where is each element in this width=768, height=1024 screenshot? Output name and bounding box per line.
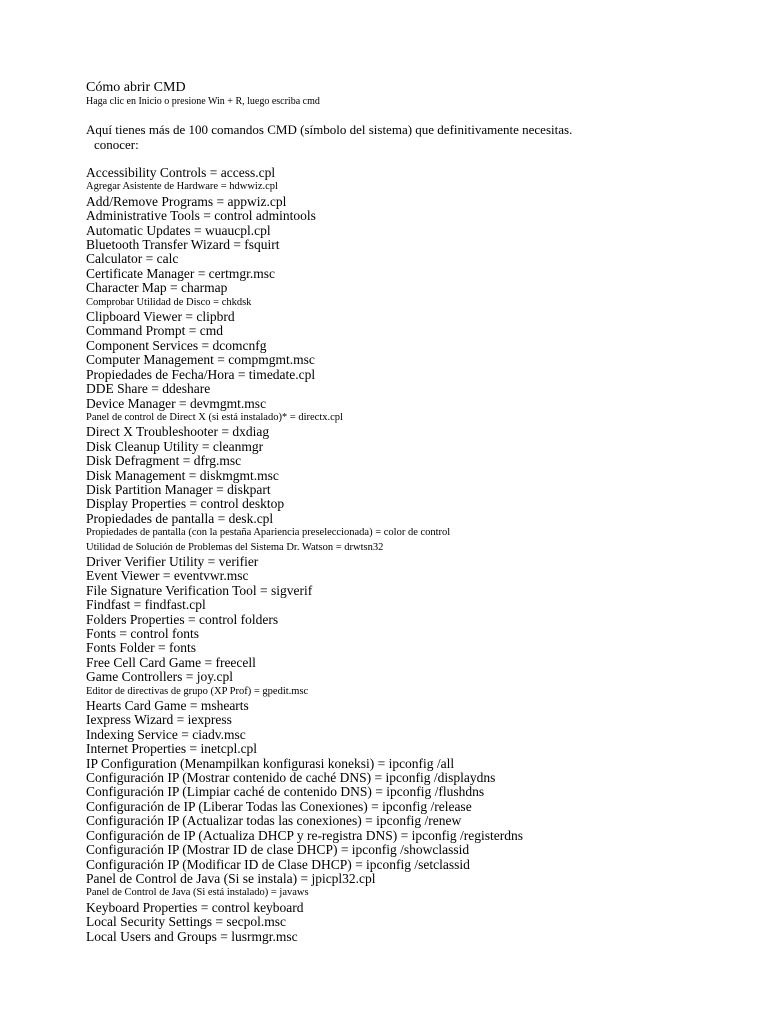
intro-line-2: conocer:	[94, 137, 139, 152]
command-list-item: IP Configuration (Menampilkan konfigurasi koneksi) = ipconfig /all	[86, 755, 455, 771]
command-list-item: Automatic Updates = wuaucpl.cpl	[86, 222, 271, 238]
page-title: Cómo abrir CMD	[86, 80, 186, 95]
command-list-item: Local Security Settings = secpol.msc	[86, 914, 286, 930]
command-list-item: Device Manager = devmgmt.msc	[86, 395, 267, 411]
command-list-item: Free Cell Card Game = freecell	[86, 654, 256, 670]
command-list-item: Panel de control de Direct X (si está instalado)* = directx.cpl	[86, 411, 343, 423]
command-list-item: Hearts Card Game = mshearts	[86, 698, 249, 714]
command-list-item: Panel de Control de Java (Si se instala) = jpicpl32.cpl	[86, 870, 376, 886]
command-list-item: Propiedades de pantalla = desk.cpl	[86, 510, 274, 526]
command-list-item: Disk Partition Manager = diskpart	[86, 481, 271, 497]
command-list-item: Bluetooth Transfer Wizard = fsquirt	[86, 237, 280, 253]
command-list-item: Utilidad de Solución de Problemas del Sistema Dr. Watson = drwtsn32	[86, 541, 384, 553]
command-list-item: Configuración IP (Limpiar caché de contenido DNS) = ipconfig /flushdns	[86, 784, 485, 800]
command-list-item: Character Map = charmap	[86, 280, 228, 296]
command-list-item: Configuración de IP (Liberar Todas las Conexiones) = ipconfig /release	[86, 798, 472, 814]
command-list-item: Local Users and Groups = lusrmgr.msc	[86, 928, 298, 944]
command-list-item: File Signature Verification Tool = sigverif	[86, 582, 313, 598]
intro-line-1: Aquí tienes más de 100 comandos CMD (símbolo del sistema) que definitivamente necesitas	[86, 122, 570, 137]
command-list-item: Panel de Control de Java (Si está instalado) = javaws	[86, 887, 309, 899]
command-list-item: Component Services = dcomcnfg	[86, 337, 267, 353]
command-list-item: Accessibility Controls = access.cpl	[86, 165, 276, 180]
command-list-item: Direct X Troubleshooter = dxdiag	[86, 424, 270, 440]
intro-paragraph: Aquí tienes más de 100 comandos CMD (símbolo del sistema) que definitivamente necesitas. conocer:	[86, 122, 726, 152]
command-list-item: Display Properties = control desktop	[86, 496, 285, 512]
command-list-item: Add/Remove Programs = appwiz.cpl	[86, 193, 287, 209]
command-list-item: Disk Defragment = dfrg.msc	[86, 453, 242, 469]
command-list-item: Disk Management = diskmgmt.msc	[86, 467, 279, 483]
command-list	[86, 166, 726, 944]
command-list-item: Configuración IP (Mostrar contenido de caché DNS) = ipconfig /displaydns	[86, 770, 496, 786]
command-list-item: Fonts = control fonts	[86, 626, 199, 641]
command-list-item: Indexing Service = ciadv.msc	[86, 726, 246, 742]
command-list-item: Iexpress Wizard = iexpress	[86, 712, 232, 728]
command-list-item: Configuración IP (Modificar ID de Clase DHCP) = ipconfig /setclassid	[86, 856, 470, 872]
command-list-item: Agregar Asistente de Hardware = hdwwiz.cpl	[86, 181, 278, 193]
command-list-item: Clipboard Viewer = clipbrd	[86, 309, 235, 325]
command-list-item: DDE Share = ddeshare	[86, 381, 211, 397]
command-list-item: Findfast = findfast.cpl	[86, 597, 206, 613]
command-list-item: Configuración de IP (Actualiza DHCP y re-registra DNS) = ipconfig /registerdns	[86, 827, 524, 843]
command-list-item: Certificate Manager = certmgr.msc	[86, 265, 276, 281]
command-list-item: Computer Management = compmgmt.msc	[86, 352, 315, 368]
command-list-item: Command Prompt = cmd	[86, 323, 223, 339]
command-list-item: Folders Properties = control folders	[86, 611, 279, 627]
command-list-item: Configuración IP (Mostrar ID de clase DHCP) = ipconfig /showclassid	[86, 842, 470, 858]
command-list-item: Game Controllers = joy.cpl	[86, 669, 233, 685]
command-list-item: Disk Cleanup Utility = cleanmgr	[86, 438, 264, 454]
document-content	[86, 80, 726, 944]
command-list-item: Internet Properties = inetcpl.cpl	[86, 741, 258, 757]
command-list-item: Fonts Folder = fonts	[86, 640, 196, 656]
page-subtitle: Haga clic en Inicio o presione Win + R, luego escriba cmd	[86, 96, 320, 107]
command-list-item: Driver Verifier Utility = verifier	[86, 553, 259, 569]
command-list-item: Propiedades de pantalla (con la pestaña Apariencia preseleccionada) = color de control	[86, 527, 451, 539]
command-list-item: Editor de directivas de grupo (XP Prof) = gpedit.msc	[86, 685, 309, 697]
command-list-item: Comprobar Utilidad de Disco = chkdsk	[86, 296, 252, 308]
command-list-item: Calculator = calc	[86, 251, 179, 267]
command-list-item: Administrative Tools = control admintools	[86, 208, 316, 224]
command-list-item: Configuración IP (Actualizar todas las conexiones) = ipconfig /renew	[86, 813, 462, 829]
command-list-item: Event Viewer = eventvwr.msc	[86, 568, 249, 584]
command-list-item: Keyboard Properties = control keyboard	[86, 899, 304, 915]
command-list-item: Propiedades de Fecha/Hora = timedate.cpl	[86, 366, 316, 382]
